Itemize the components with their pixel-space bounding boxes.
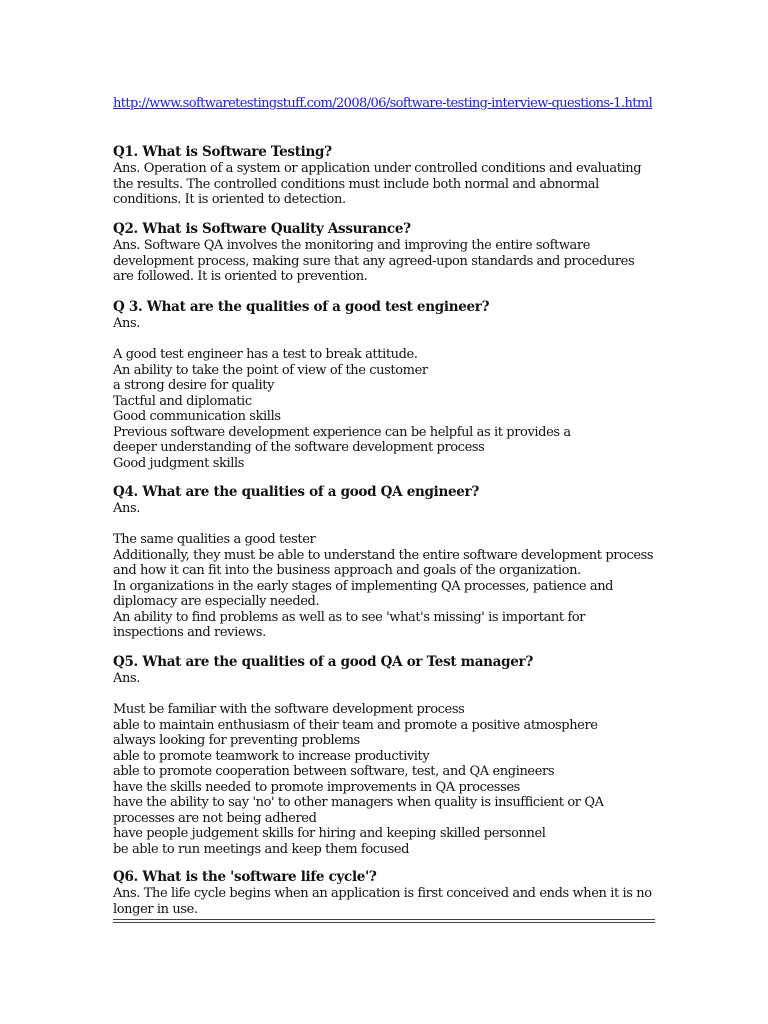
list-item: Good communication skills bbox=[113, 409, 281, 424]
answer-text: Ans. The life cycle begins when an application is first conceived and ends when it is no longer in use. bbox=[113, 886, 652, 917]
section-q5 bbox=[113, 654, 658, 857]
answer-label: Ans. bbox=[113, 501, 140, 516]
list-item: Must be familiar with the software development process bbox=[113, 702, 465, 717]
question-heading: Q1. What is Software Testing? bbox=[113, 144, 332, 160]
list-item: Additionally, they must be able to understand the entire software development process and how it can fit into the business approach and goals of the organization. bbox=[113, 547, 654, 578]
list-item: able to promote teamwork to increase productivity bbox=[113, 748, 430, 764]
question-heading: Q2. What is Software Quality Assurance? bbox=[113, 221, 411, 237]
question-heading: Q5. What are the qualities of a good QA or Test manager? bbox=[113, 654, 533, 670]
source-url-link[interactable]: http://www.softwaretestingstuff.com/2008/06/software-testing-interview-questions-1.html bbox=[113, 96, 653, 111]
question-heading: Q6. What is the 'software life cycle'? bbox=[113, 869, 377, 885]
list-item: Good judgment skills bbox=[113, 455, 244, 471]
list-item: able to maintain enthusiasm of their team and promote a positive atmosphere bbox=[113, 717, 598, 733]
section-q4 bbox=[113, 484, 658, 641]
double-rule-top bbox=[113, 919, 655, 920]
list-item: always looking for preventing problems bbox=[113, 733, 360, 748]
list-item: have the ability to say 'no' to other managers when quality is insufficient or QA processes are not being adhered bbox=[113, 795, 604, 826]
list-item: The same qualities a good tester bbox=[113, 532, 316, 547]
section-q3 bbox=[113, 299, 658, 471]
list-item: A good test engineer has a test to break attitude. bbox=[113, 347, 418, 362]
question-heading: Q4. What are the qualities of a good QA engineer? bbox=[113, 484, 479, 500]
answer-label: Ans. bbox=[113, 316, 140, 331]
list-item: have the skills needed to promote improvements in QA processes bbox=[113, 779, 520, 795]
double-rule-bottom bbox=[113, 922, 655, 923]
section-q2 bbox=[113, 221, 658, 285]
section-q1 bbox=[113, 144, 658, 208]
question-heading: Q 3. What are the qualities of a good test engineer? bbox=[113, 299, 490, 315]
list-item: have people judgement skills for hiring and keeping skilled personnel bbox=[113, 826, 546, 841]
list-item: Tactful and diplomatic bbox=[113, 393, 252, 409]
list-item: An ability to take the point of view of the customer bbox=[113, 362, 428, 378]
list-item: In organizations in the early stages of implementing QA processes, patience and diplomacy are especially needed. bbox=[113, 578, 614, 609]
answer-label: Ans. bbox=[113, 671, 140, 686]
list-item: An ability to find problems as well as to see 'what's missing' is important for inspections and reviews. bbox=[113, 609, 586, 640]
answer-text: Ans. Operation of a system or application under controlled conditions and evaluating the results. The controlled conditions must include both normal and abnormal conditions. It is oriented to detection. bbox=[113, 161, 642, 207]
list-item: a strong desire for quality bbox=[113, 378, 275, 393]
section-q6 bbox=[113, 869, 658, 917]
answer-text: Ans. Software QA involves the monitoring and improving the entire software development process, making sure that any agreed-upon standards and procedures are followed. It is oriented to prevention. bbox=[113, 238, 635, 284]
list-item: able to promote cooperation between software, test, and QA engineers bbox=[113, 764, 555, 779]
list-item: Previous software development experience can be helpful as it provides a deeper understanding of the software development process bbox=[113, 424, 571, 455]
list-item: be able to run meetings and keep them focused bbox=[113, 841, 410, 857]
